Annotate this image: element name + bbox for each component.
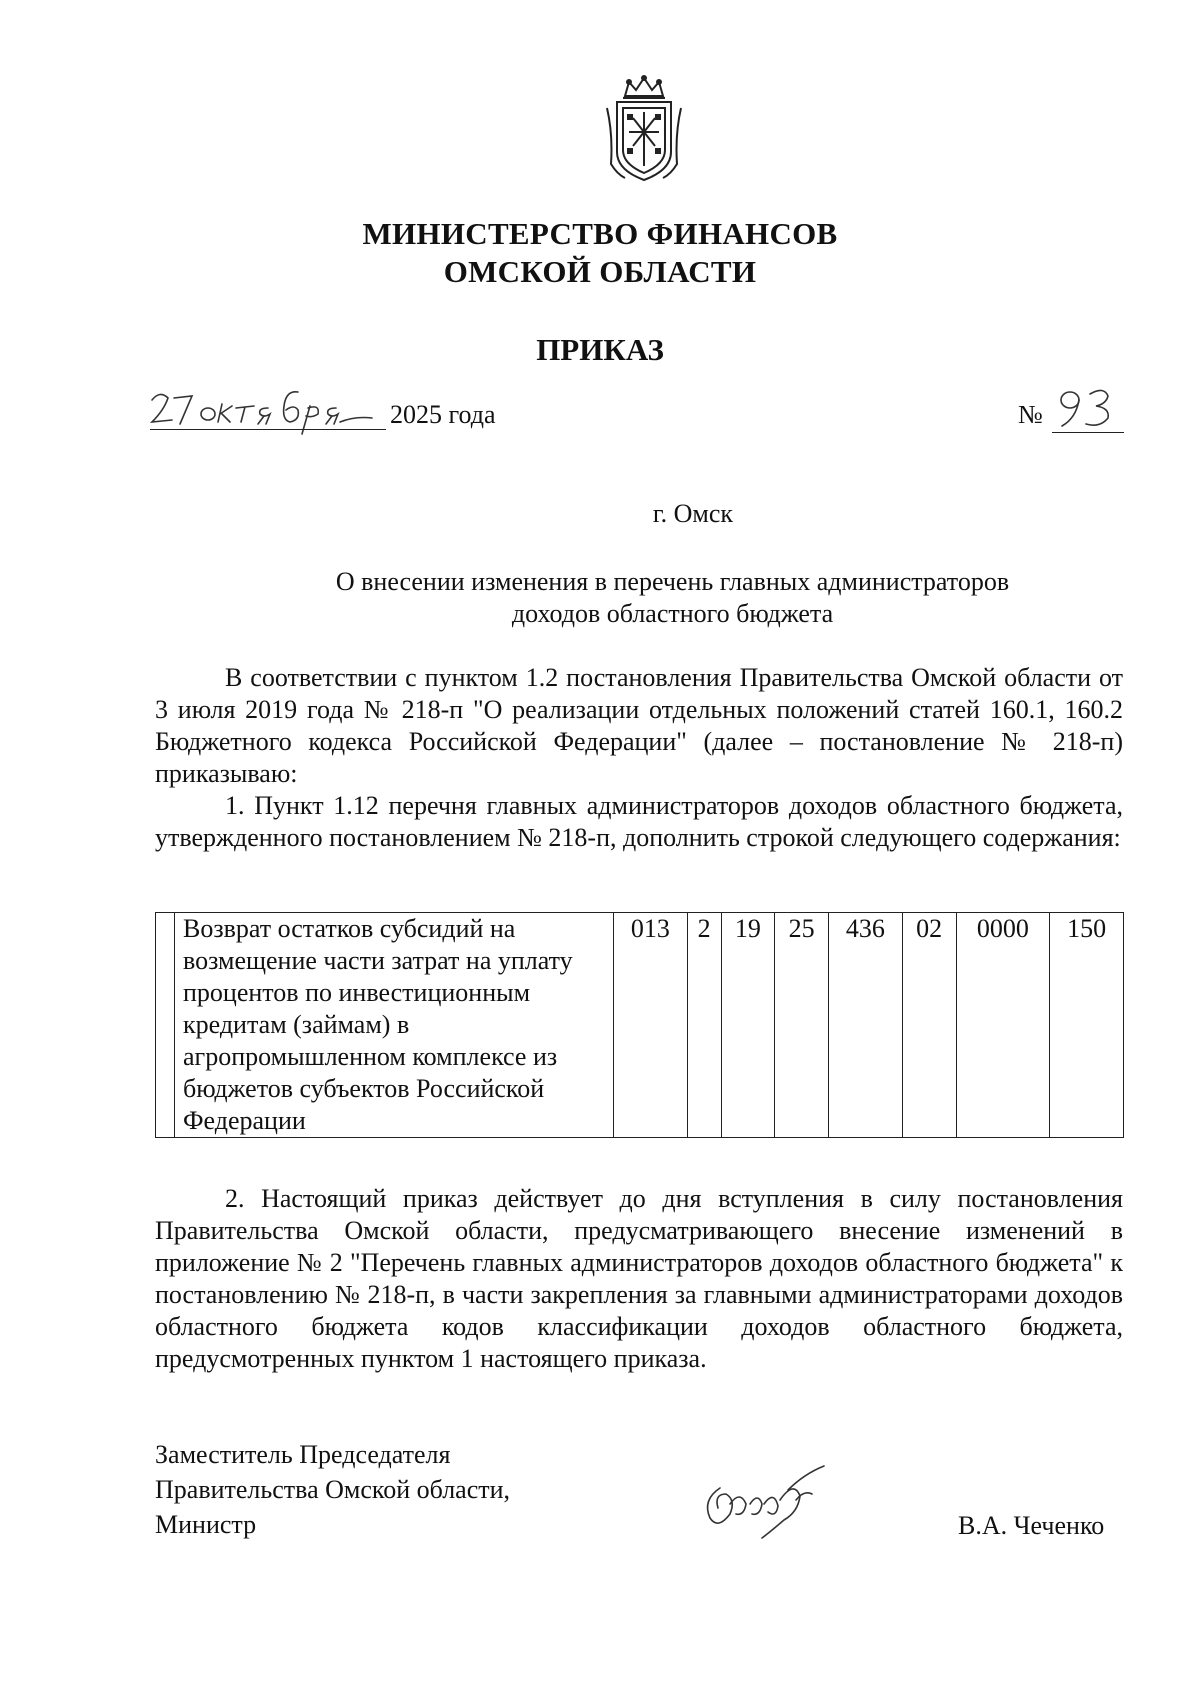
number-underline [1052, 432, 1124, 433]
date-year: 2025 года [390, 400, 496, 429]
table-cell-code: 2 [687, 913, 721, 1138]
document-subject [300, 566, 1045, 630]
subject-line-2: доходов областного бюджета [511, 599, 834, 628]
table-cell-description: Возврат остатков субсидий на возмещение части затрат на уплату процентов по инвестиционным кредитам (займам) в агропромышленном комплексе из бюджетов субъектов Российской Федерации [175, 913, 614, 1138]
paragraph-item-2: 2. Настоящий приказ действует до дня вступления в силу постановления Правительства Омской области, предусматривающего внесение изменений в приложение № 2 "Перечень главных администраторов доходов областного бюджета" к постановлению № 218-п, в части закрепления за главными администраторами доходов областного бюджета кодов классификации доходов областного бюджета, предусмотренных пунктом 1 настоящего приказа. [155, 1184, 1123, 1373]
signer-title [155, 1437, 510, 1542]
table-cell-code: 0000 [956, 913, 1050, 1138]
city: г. Омск [652, 499, 734, 528]
document-type: ПРИКАЗ [536, 332, 664, 367]
signer-title-line-2: Правительства Омской области, [155, 1475, 511, 1504]
handwritten-number [1052, 384, 1122, 432]
paragraph-item-1: 1. Пункт 1.12 перечня главных администраторов доходов областного бюджета, утвержденного постановлением № 218-п, дополнить строкой следующего содержания: [155, 791, 1123, 852]
handwritten-signature [700, 1460, 830, 1540]
signer-name: В.А. Чеченко [958, 1511, 1105, 1540]
subject-line-1: О внесении изменения в перечень главных администраторов [335, 567, 1010, 596]
number-label: № [1018, 400, 1043, 429]
table-row [156, 913, 1124, 1138]
date-underline [150, 429, 386, 430]
ministry-name [0, 215, 1200, 291]
table-cell-code: 25 [775, 913, 829, 1138]
table-cell-blank [156, 913, 175, 1138]
table-cell-code: 013 [614, 913, 688, 1138]
ministry-line-1: МИНИСТЕРСТВО ФИНАНСОВ [362, 216, 838, 251]
signer-title-line-1: Заместитель Председателя [155, 1440, 451, 1469]
table-cell-code: 19 [721, 913, 775, 1138]
coat-of-arms-icon [603, 74, 685, 184]
signer-title-line-3: Министр [155, 1510, 257, 1539]
ministry-line-2: ОМСКОЙ ОБЛАСТИ [443, 254, 757, 289]
income-codes-table [155, 912, 1124, 1138]
table-cell-code: 02 [902, 913, 956, 1138]
table-cell-code: 436 [829, 913, 903, 1138]
table-cell-code: 150 [1050, 913, 1124, 1138]
paragraph-preamble: В соответствии с пунктом 1.2 постановления Правительства Омской области от 3 июля 2019 года № 218-п "О реализации отдельных положений статей 160.1, 160.2 Бюджетного кодекса Российской Федерации" (далее – постановление № 218-п) приказываю: [155, 663, 1123, 788]
